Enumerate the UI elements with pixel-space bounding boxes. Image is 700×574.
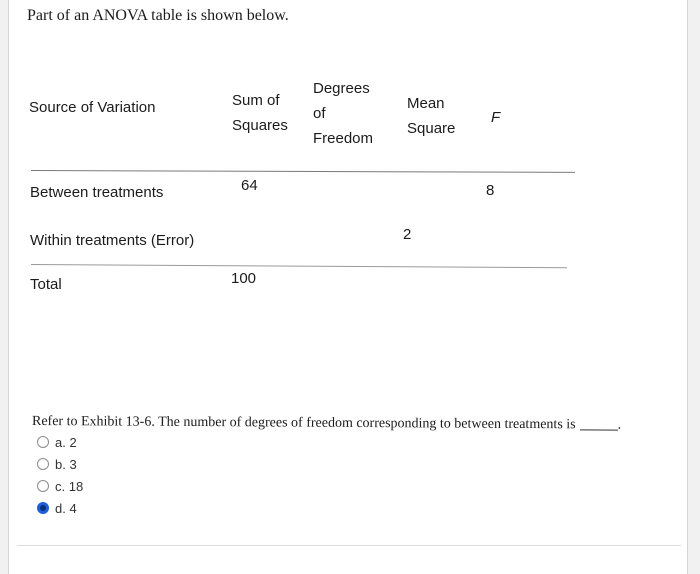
row-total-ss: 100 xyxy=(231,270,257,287)
header-f: F xyxy=(491,109,501,126)
question-end-punct: . xyxy=(617,417,622,433)
header-ms-line: Mean xyxy=(407,95,445,112)
header-mean-square xyxy=(407,91,455,141)
answer-blank xyxy=(580,429,618,430)
header-degrees-of-freedom xyxy=(313,76,373,151)
row-between-ss: 64 xyxy=(241,177,258,194)
option-label: d. 4 xyxy=(55,500,77,516)
option-d[interactable] xyxy=(37,497,83,519)
question-text xyxy=(32,414,621,434)
header-df-line: of xyxy=(313,105,326,122)
table-header-divider xyxy=(31,170,575,173)
footer-divider xyxy=(17,545,681,546)
header-ss-line: Sum of xyxy=(232,92,280,109)
header-ms-line: Square xyxy=(407,120,456,137)
option-label: b. 3 xyxy=(55,456,77,472)
row-within-source: Within treatments (Error) xyxy=(30,232,195,249)
intro-text: Part of an ANOVA table is shown below. xyxy=(27,7,289,24)
row-total-source: Total xyxy=(30,276,62,293)
option-b[interactable] xyxy=(37,453,83,475)
header-ss-line: Squares xyxy=(232,117,288,134)
radio-selected-icon[interactable] xyxy=(37,502,49,514)
option-a[interactable] xyxy=(37,431,83,453)
answer-options xyxy=(37,431,83,519)
row-between-source: Between treatments xyxy=(30,184,164,201)
question-prompt: Refer to Exhibit 13-6. The number of degrees of freedom corresponding to between treatments is xyxy=(31,414,576,433)
table-total-divider xyxy=(31,264,567,268)
row-between-f: 8 xyxy=(486,182,495,199)
radio-unselected-icon[interactable] xyxy=(37,480,49,492)
radio-unselected-icon[interactable] xyxy=(37,436,49,448)
option-c[interactable] xyxy=(37,475,83,497)
option-label: a. 2 xyxy=(55,434,77,450)
header-df-line: Freedom xyxy=(313,130,374,147)
header-df-line: Degrees xyxy=(313,80,370,97)
header-sum-of-squares xyxy=(232,88,288,138)
question-page xyxy=(8,0,688,574)
option-label: c. 18 xyxy=(55,478,84,494)
radio-unselected-icon[interactable] xyxy=(37,458,49,470)
row-within-ms: 2 xyxy=(403,226,412,243)
header-source-of-variation: Source of Variation xyxy=(29,99,156,116)
